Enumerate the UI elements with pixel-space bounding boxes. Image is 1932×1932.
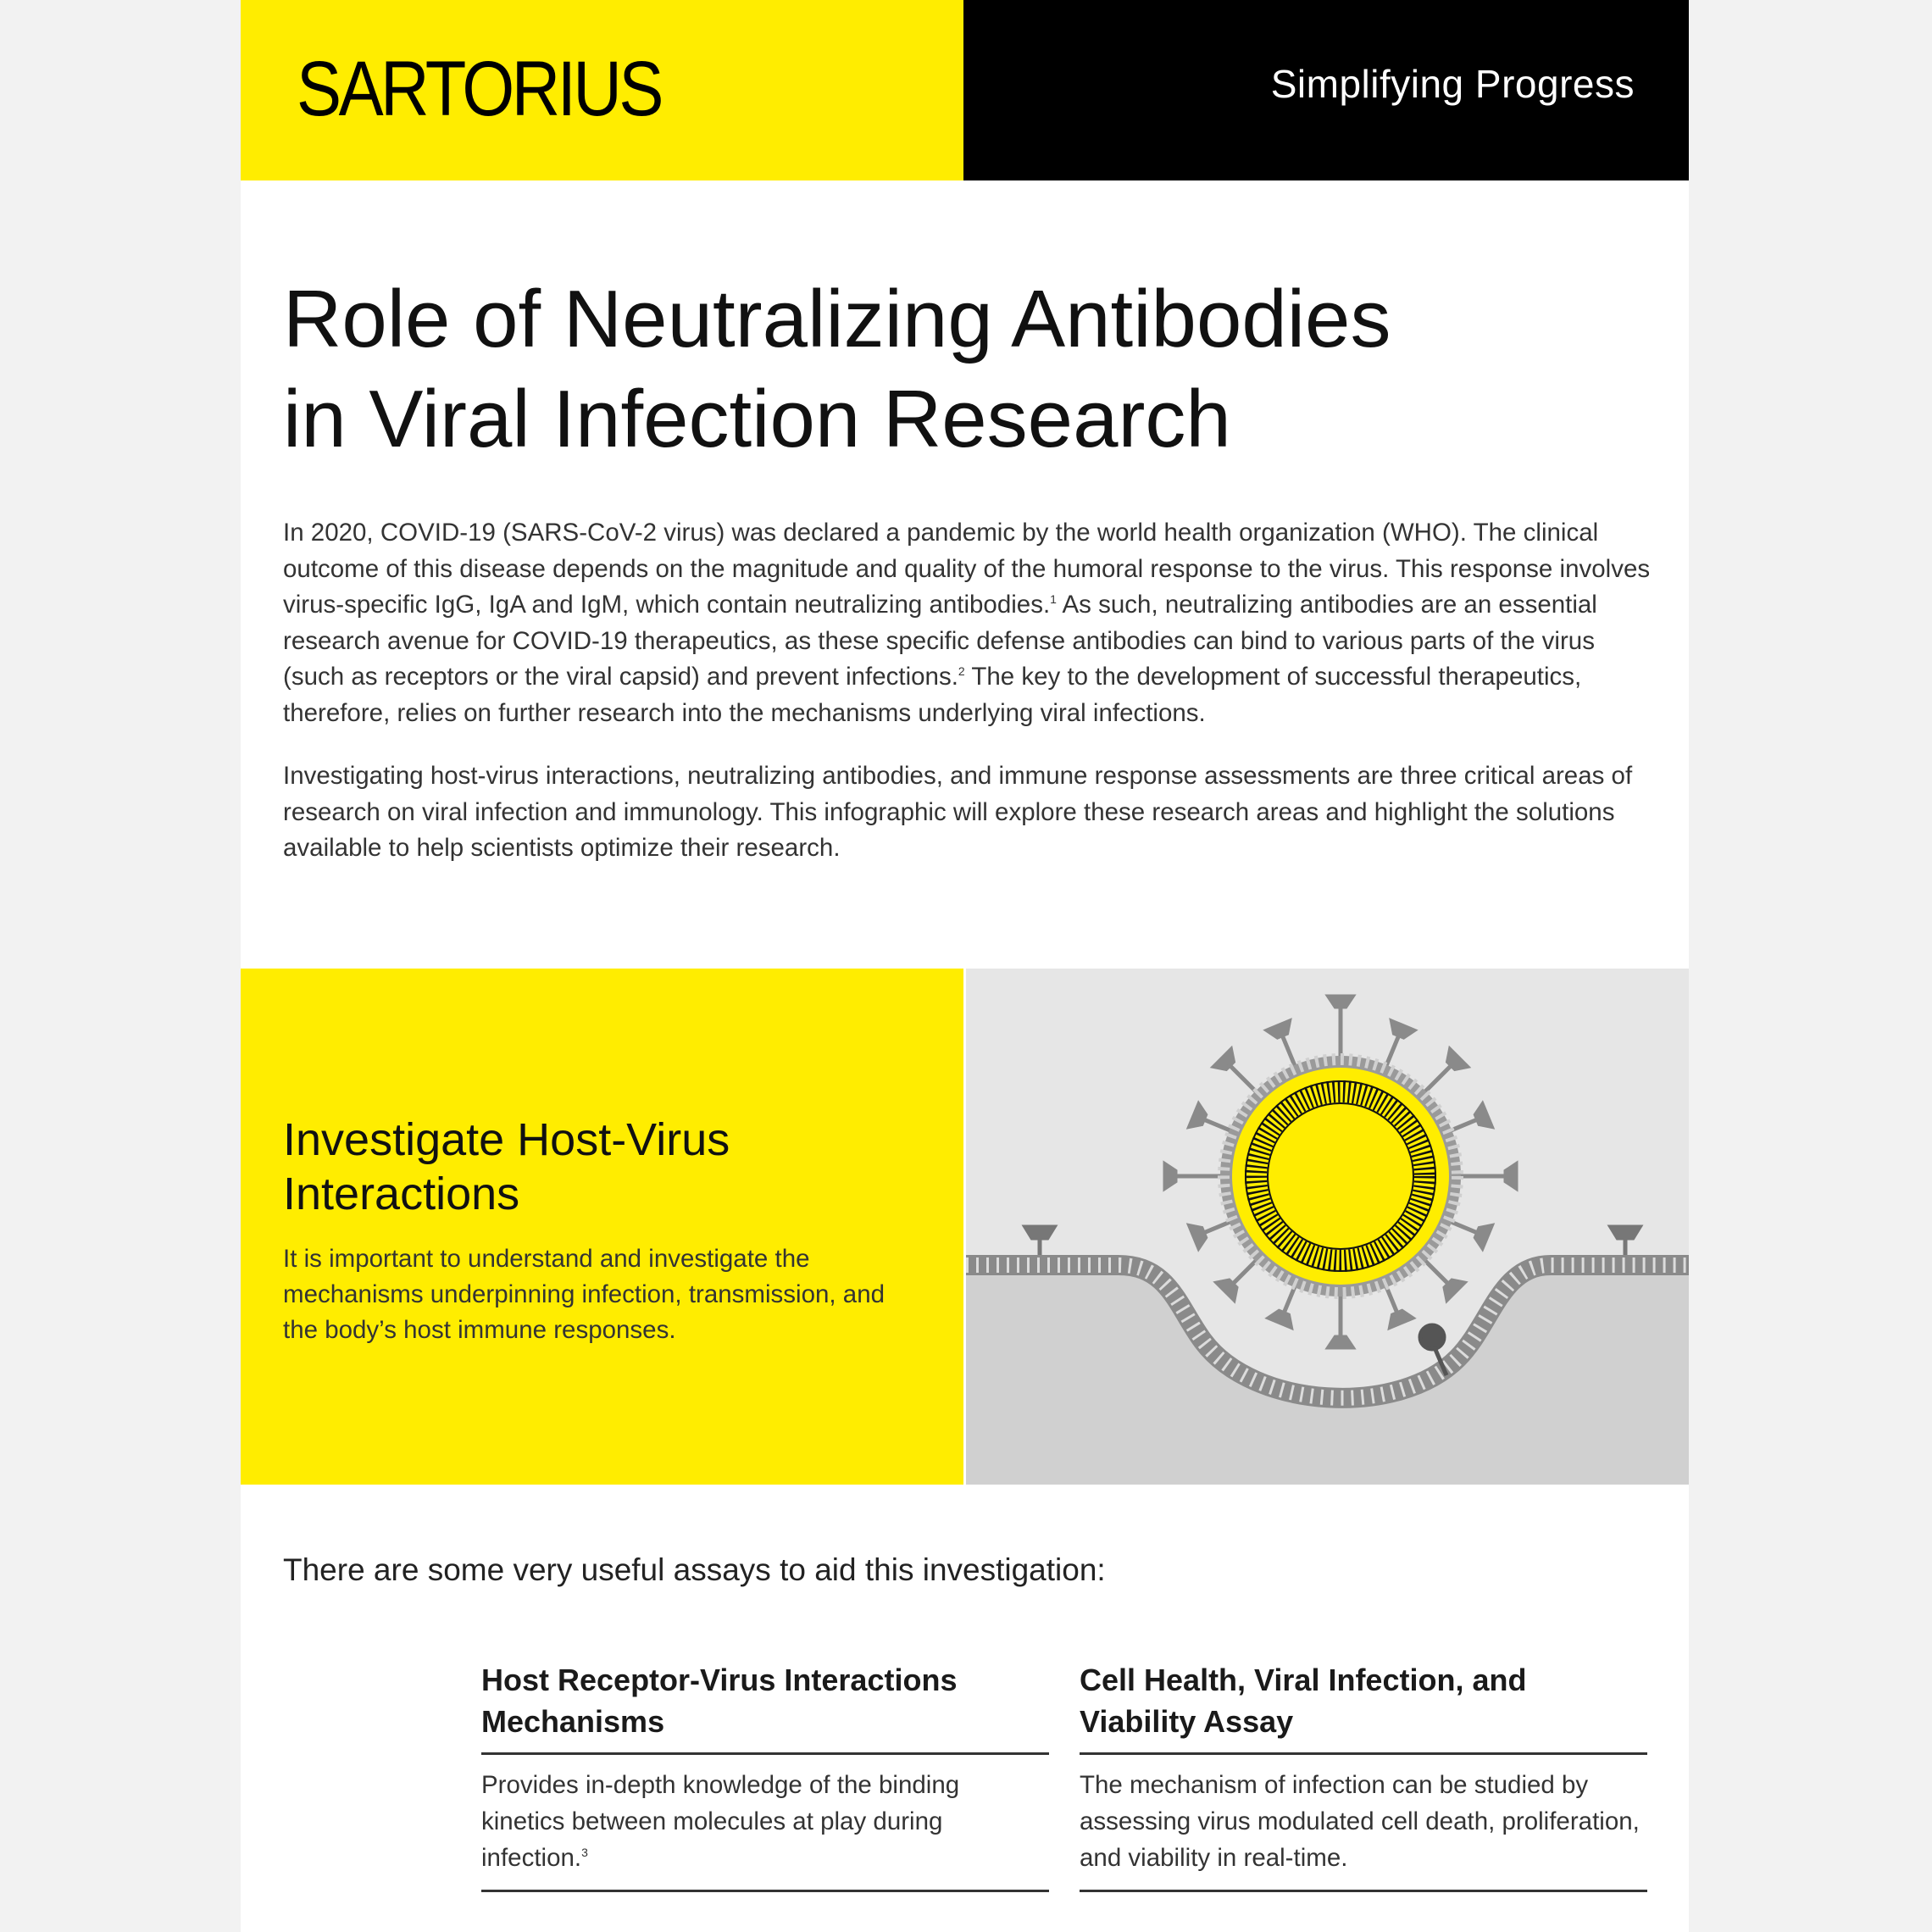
section-title [283, 1113, 876, 1221]
virus-cell-illustration [966, 969, 1689, 1485]
host-virus-section [241, 969, 1689, 1485]
divider [481, 1890, 1049, 1892]
section-description: It is important to understand and investigate the mechanisms underpinning infection, transmission, and the body’s host immune responses. [283, 1245, 886, 1344]
assay-description-text: The mechanism of infection can be studied by assessing virus modulated cell death, proliferation, and viability in real-time. [1080, 1771, 1640, 1872]
divider [1080, 1890, 1647, 1892]
footnote-ref-2: 2 [958, 664, 965, 679]
assays-intro: There are some very useful assays to aid this investigation: [283, 1552, 1106, 1587]
assay-card-cell-health [1080, 1659, 1647, 1892]
section-title-line-1: Investigate Host-Virus [283, 1114, 730, 1165]
section-title-line-2: Interactions [283, 1169, 520, 1219]
sartorius-logo [297, 44, 662, 132]
footnote-ref-3: 3 [581, 1846, 588, 1860]
page-title-line-2: in Viral Infection Research [283, 374, 1231, 464]
intro-p1-part-c: The key to the development of successful therapeutics, therefore, relies on further research into the mechanisms underlying viral infections. [283, 663, 1582, 727]
assay-title [1080, 1659, 1647, 1752]
header-yellow-panel [241, 0, 963, 180]
assay-title-line-2: Mechanisms [481, 1704, 665, 1739]
intro-paragraph-2: Investigating host-virus interactions, neutralizing antibodies, and immune response assessments are three critical areas of research on viral infection and immunology. This infographic will explore these research areas and highlight the solutions available to help scientists optimize their research. [283, 762, 1633, 862]
host-receptor-icon [1025, 1227, 1054, 1255]
section-yellow-panel [241, 969, 963, 1485]
assay-title-line-1: Host Receptor-Virus Interactions [481, 1663, 958, 1697]
infographic-page [241, 0, 1689, 1932]
intro-paragraph-1 [283, 515, 1656, 731]
tagline: Simplifying Progress [1270, 62, 1635, 106]
header-black-panel [963, 0, 1689, 180]
intro-p1-part-b: As such, neutralizing antibodies are an essential research avenue for COVID-19 therapeutics, as these specific defense antibodies can bind to various parts of the virus (such as receptors or the viral capsid) and prevent infections. [283, 591, 1597, 691]
header [241, 0, 1689, 180]
assay-description-text: Provides in-depth knowledge of the binding kinetics between molecules at play during infection. [481, 1771, 960, 1872]
page-title [283, 269, 1639, 469]
intro-p1-part-a: In 2020, COVID-19 (SARS-CoV-2 virus) was declared a pandemic by the world health organization (WHO). The clinical outcome of this disease depends on the magnitude and quality of the humoral response to the virus. This response involves virus-specific IgG, IgA and IgM, which contain neutralizing antibodies. [283, 519, 1651, 619]
assay-title [481, 1659, 1049, 1752]
footnote-ref-1: 1 [1050, 592, 1057, 607]
intro-text [283, 515, 1656, 894]
assay-description [481, 1755, 1049, 1890]
svg-text:SARTORIUS: SARTORIUS [297, 46, 662, 132]
page-title-line-1: Role of Neutralizing Antibodies [283, 274, 1391, 364]
virus-icon [1165, 997, 1516, 1375]
assay-description [1080, 1755, 1647, 1890]
assay-title-line-1: Cell Health, Viral Infection, and [1080, 1663, 1527, 1697]
host-receptor-icon [1611, 1227, 1640, 1255]
assay-title-line-2: Viability Assay [1080, 1704, 1294, 1739]
assay-card-host-receptor [481, 1659, 1049, 1892]
virus-illustration-panel [966, 969, 1689, 1485]
